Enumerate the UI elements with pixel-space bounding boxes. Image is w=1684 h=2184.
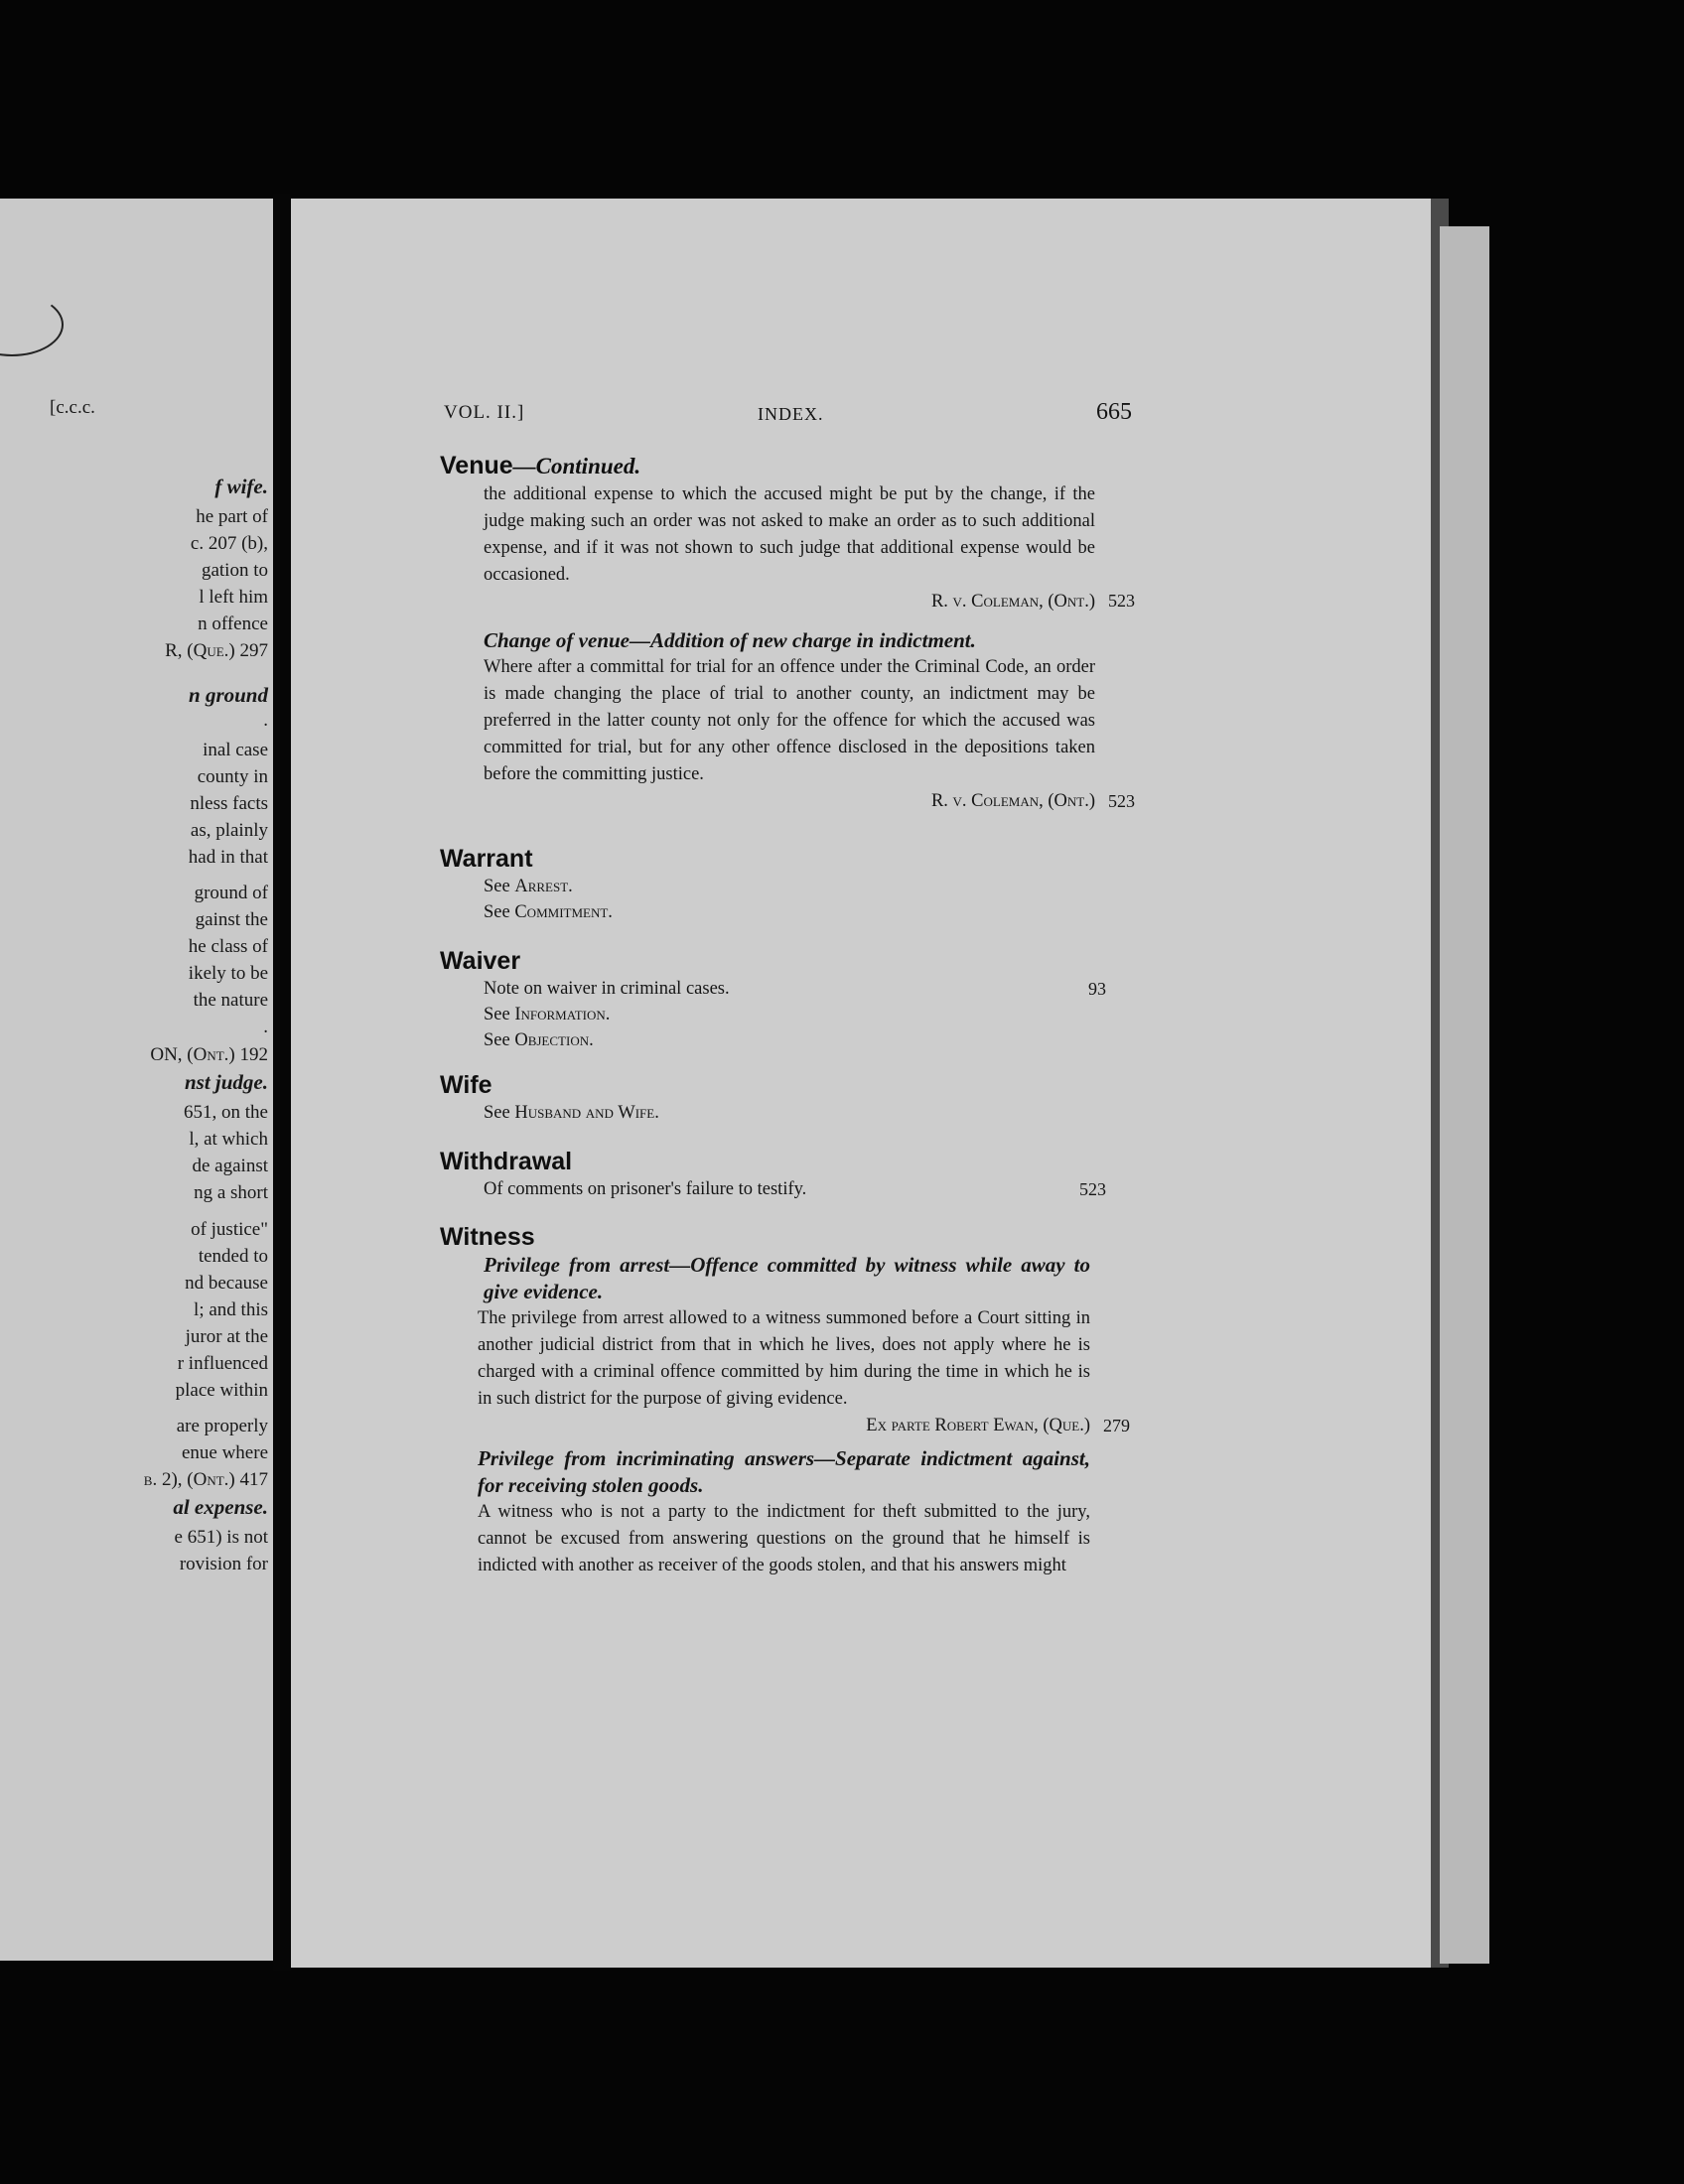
see-target: Commitment. (514, 902, 613, 922)
entry-heading: Withdrawal (440, 1148, 573, 1175)
citation-page: 279 (1103, 1416, 1130, 1435)
case-name: R. v. Coleman, (Ont.) (930, 592, 1095, 612)
left-page-fragment: l; and this (194, 1299, 268, 1320)
subheading: Change of venue—Addition of new charge in indictment. (484, 628, 976, 652)
entry-witness (440, 1222, 1130, 1579)
left-page-fragment: . (263, 1017, 268, 1037)
left-page-fragment: the nature (193, 990, 268, 1011)
left-page-fragment: nless facts (190, 793, 268, 814)
entry-withdrawal (440, 1147, 1106, 1202)
subheading: Privilege from arrest—Offence committed by witness while away to give evidence. (484, 1253, 1090, 1303)
heading-text: Venue (440, 452, 513, 479)
left-page-fragment: gainst the (195, 909, 268, 930)
entry-paragraph: Where after a committal for trial for an offence under the Criminal Code, an order is made changing the place of trial to another county, an indictment may be preferred in the latter county not only for the offence for which the accused was committed for trial, but for any other offence disclosed in the depositions taken before the committing justice. (484, 657, 1095, 784)
left-page-fragment: n ground (189, 683, 268, 707)
see-reference (484, 874, 1095, 899)
left-page-fragment: l left him (199, 587, 268, 608)
left-page-fragment: enue where (181, 1442, 268, 1463)
see-prefix: See (484, 877, 510, 896)
left-page-fragment: l, at which (189, 1129, 268, 1150)
left-page-fragment: e 651) is not (174, 1527, 268, 1548)
case-citation (440, 788, 1135, 815)
book-spine (273, 194, 291, 1971)
left-page-fragment: county in (197, 766, 268, 787)
entry-paragraph: A witness who is not a party to the indictment for theft submitted to the jury, cannot be excused from answering questions on the ground that he himself is indicted with another as receiver of the goods stolen, and that his answers might (478, 1502, 1090, 1575)
note-page: 93 (1088, 979, 1106, 999)
see-target: Information. (514, 1005, 611, 1024)
see-prefix: See (484, 1030, 510, 1050)
see-target: Arrest. (514, 877, 573, 896)
entry-paragraph: the additional expense to which the accused might be put by the change, if the judge making such an order was not asked to make an order as to such additional expense, and if it was not shown to such judge that additional expense would be occasioned. (484, 484, 1095, 585)
citation-page: 523 (1108, 791, 1135, 811)
page-number: 665 (1096, 399, 1132, 425)
entry-heading: Witness (440, 1223, 535, 1251)
continued-label: —Continued. (512, 454, 641, 478)
left-page-fragment: tended to (198, 1246, 268, 1267)
left-page-fragment: c. 207 (b), (190, 533, 268, 554)
left-page-fragment: rovision for (179, 1554, 268, 1574)
left-page-fragment: he class of (188, 936, 268, 957)
note-page: 523 (1079, 1179, 1106, 1199)
page-edge (1440, 226, 1489, 1964)
left-page-fragment: ON, (Ont.) 192 (150, 1044, 268, 1065)
case-name: Ex parte Robert Ewan, (Que.) (866, 1416, 1090, 1435)
citation-page: 523 (1108, 591, 1135, 611)
entry-venue (440, 451, 1135, 815)
see-prefix: See (484, 902, 510, 922)
subheading: Privilege from incriminating answers—Separate indictment against, for receiving stolen goods. (478, 1446, 1090, 1497)
see-reference (484, 899, 1095, 925)
left-page-fragment: n offence (198, 614, 268, 634)
left-page-fragment: juror at the (185, 1326, 268, 1347)
left-page-fragment: had in that (188, 847, 268, 868)
left-page-fragment: ng a short (194, 1182, 268, 1203)
see-reference (484, 1027, 1095, 1053)
left-page-fragment: of justice" (191, 1219, 268, 1240)
left-page-fragment: f wife. (214, 475, 268, 498)
entry-paragraph: The privilege from arrest allowed to a witness summoned before a Court sitting in another judicial district from that in which he lives, does not apply where he is charged with a criminal offence committed by him during the time in which he is in such district for the purpose of giving evidence. (478, 1308, 1090, 1409)
left-page-fragment: r influenced (177, 1353, 268, 1374)
left-page (0, 199, 273, 1961)
case-citation (440, 1413, 1130, 1439)
see-prefix: See (484, 1103, 510, 1123)
left-page-fragment: place within (175, 1380, 268, 1401)
left-page-fragment: [c.c.c. (50, 397, 95, 418)
entry-wife (440, 1070, 1095, 1126)
left-page-fragment: 651, on the (184, 1102, 268, 1123)
entry-heading: Wife (440, 1071, 492, 1099)
left-page-fragment: ikely to be (188, 963, 268, 984)
see-target: Husband and Wife. (514, 1103, 659, 1123)
running-header-center: INDEX. (758, 404, 824, 424)
entry-warrant (440, 844, 1095, 925)
left-page-fragment: al expense. (173, 1495, 268, 1519)
note-line (484, 1176, 1106, 1202)
left-page-fragment: b. 2), (Ont.) 417 (143, 1469, 268, 1490)
see-prefix: See (484, 1005, 510, 1024)
running-header-left: VOL. II.] (444, 402, 525, 423)
entry-heading (440, 451, 1095, 481)
case-citation (440, 589, 1135, 615)
entry-heading: Warrant (440, 845, 533, 873)
note-line (484, 976, 1106, 1002)
entry-heading: Waiver (440, 947, 521, 975)
left-page-fragment: are properly (176, 1416, 268, 1436)
see-reference (484, 1002, 1095, 1027)
left-page-fragment: as, plainly (190, 820, 268, 841)
entry-waiver (440, 946, 1106, 1053)
left-page-fragment: he part of (196, 506, 268, 527)
note-text: Note on waiver in criminal cases. (484, 979, 730, 999)
case-name: R. v. Coleman, (Ont.) (930, 791, 1095, 811)
left-page-fragment: nd because (185, 1273, 268, 1294)
left-page-fragment: gation to (201, 560, 268, 581)
see-target: Objection. (514, 1030, 594, 1050)
left-page-fragment: de against (192, 1156, 268, 1176)
left-page-fragment: . (263, 710, 268, 731)
left-page-fragment: R, (Que.) 297 (165, 640, 268, 661)
left-page-fragment: ground of (194, 883, 268, 903)
left-page-fragment: nst judge. (184, 1070, 268, 1094)
see-reference (484, 1100, 1095, 1126)
note-text: Of comments on prisoner's failure to testify. (484, 1179, 807, 1199)
left-page-fragment: inal case (203, 740, 268, 760)
